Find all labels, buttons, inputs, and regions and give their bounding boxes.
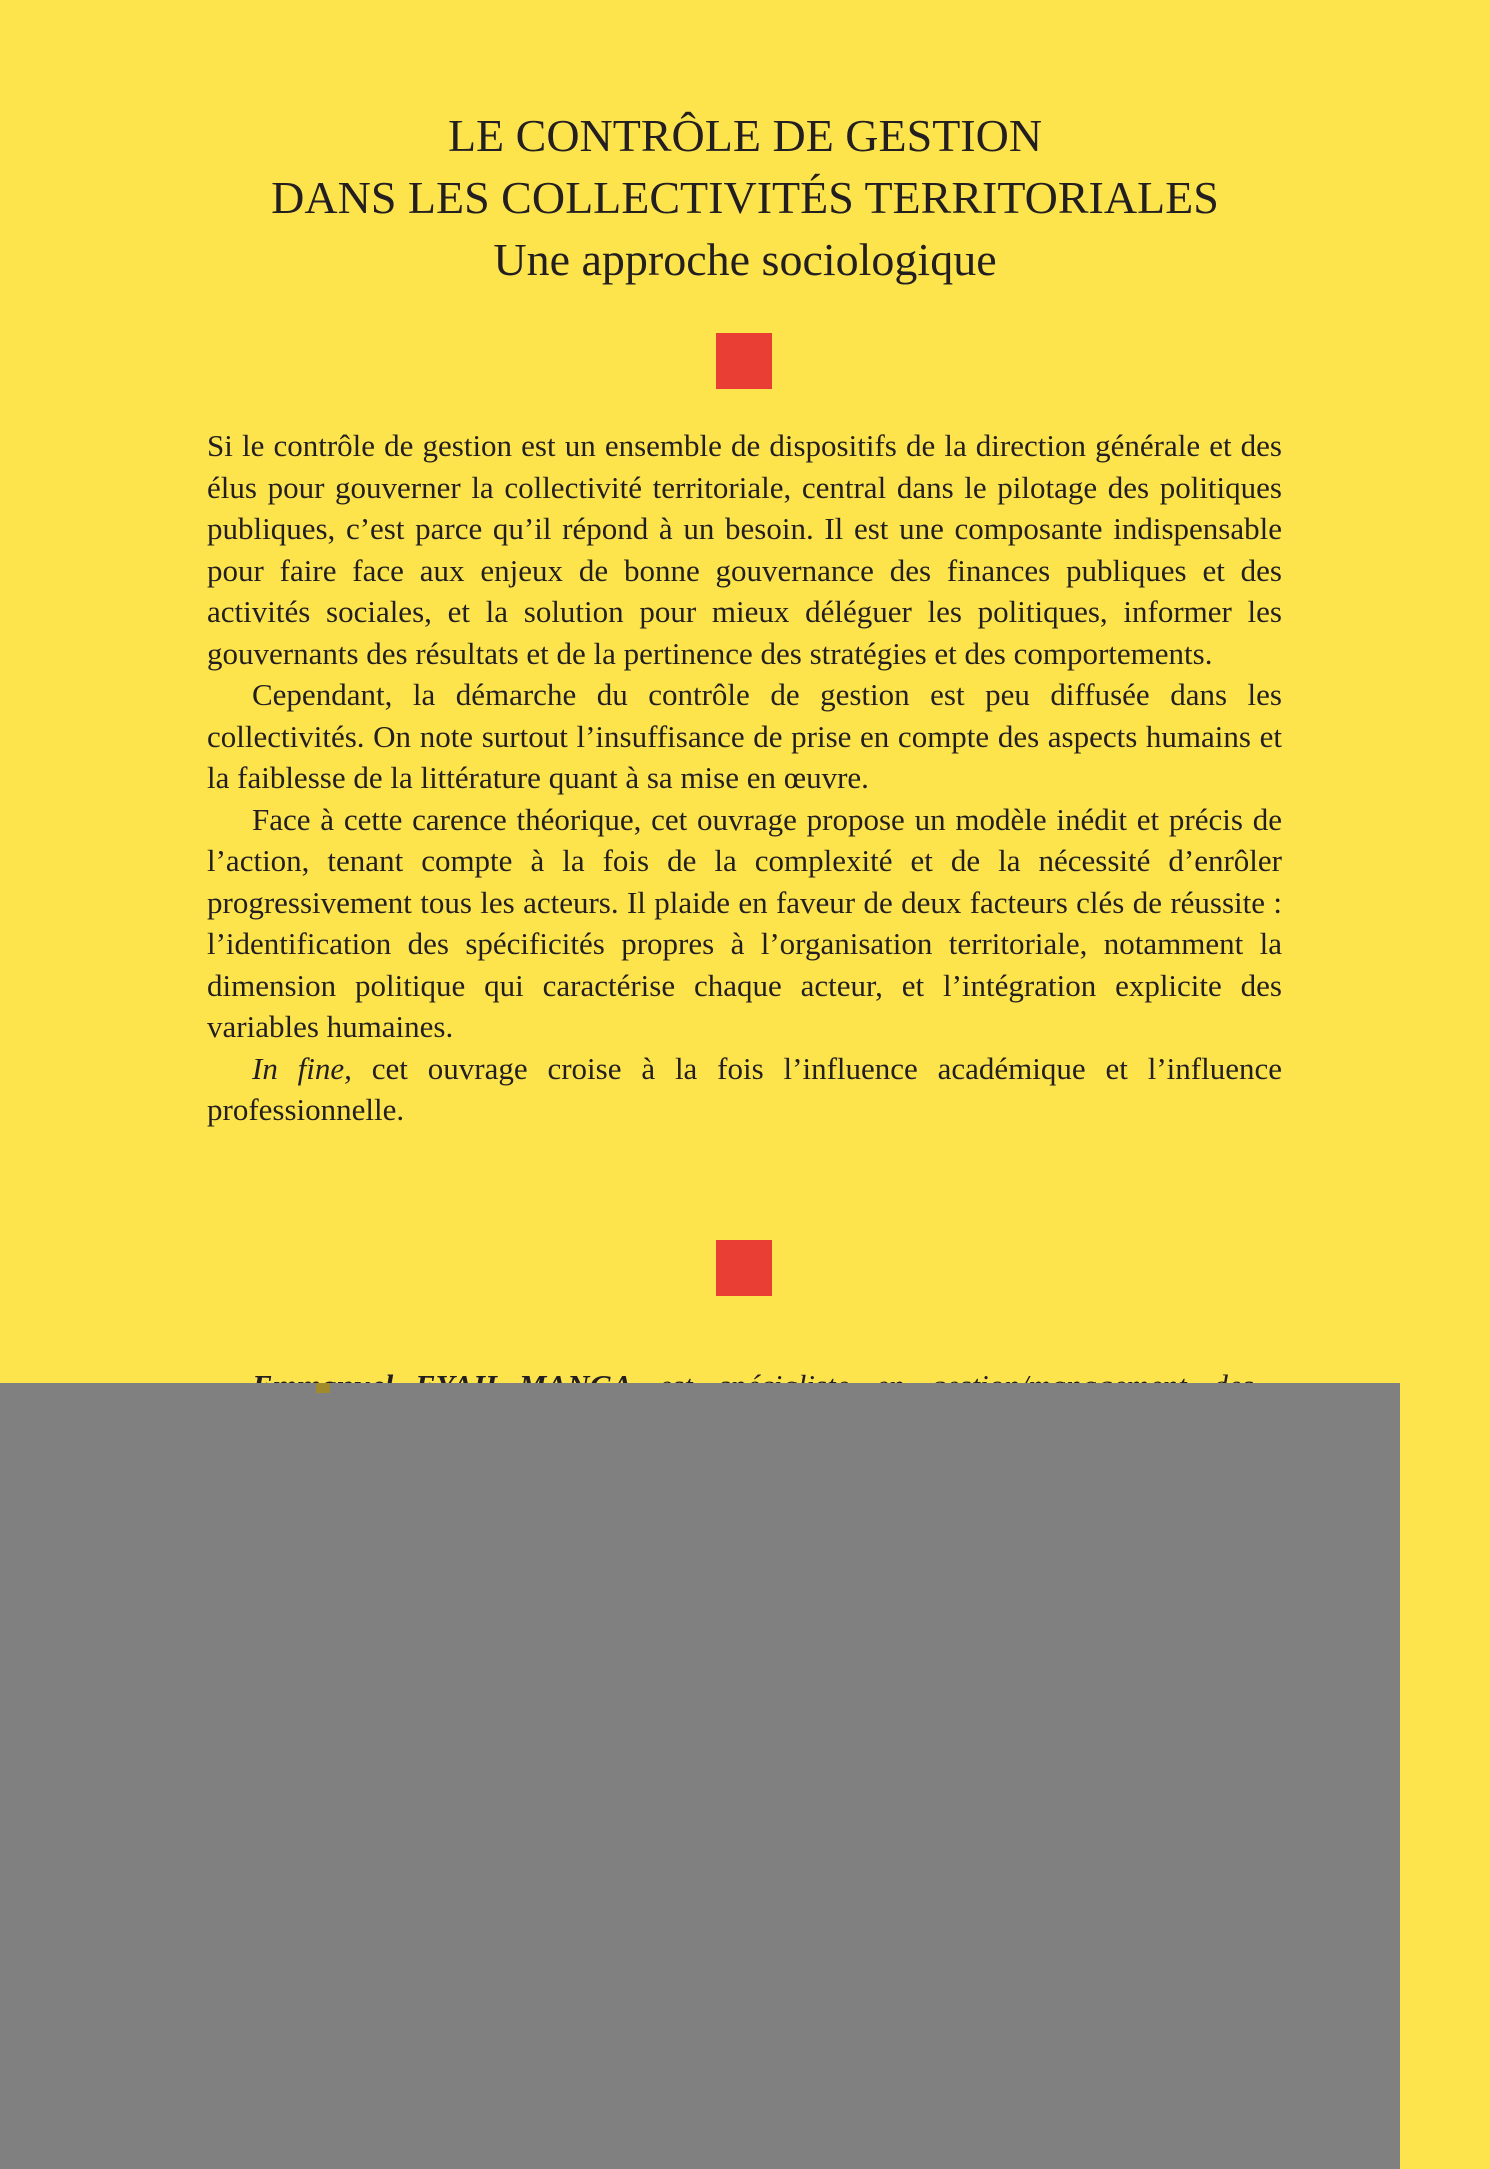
blurb-paragraph-2: Cependant, la démarche du contrôle de gestion est peu diffusée dans les collectivités. On note surtout l’insuffisance de prise en compte des aspects humains et la faiblesse de la littérature quant à sa mise en œuvre.: [207, 677, 1282, 795]
book-title-line-1: LE CONTRÔLE DE GESTION: [447, 110, 1043, 161]
author-bio-line: [252, 1365, 1282, 1383]
book-title-line-2: DANS LES COLLECTIVITÉS TERRITORIALES: [271, 172, 1219, 223]
gray-overlay-panel: [0, 1383, 1400, 2169]
back-cover-blurb: [207, 425, 1282, 1131]
gray-panel-notch: [316, 1383, 330, 1393]
book-subtitle: Une approche sociologique: [493, 234, 997, 285]
blurb-paragraph-3: Face à cette carence théorique, cet ouvrage propose un modèle inédit et précis de l’action, tenant compte à la fois de la complexité et de la nécessité d’enrôler progressivement tous les acteurs. Il plaide en faveur de deux facteurs clés de réussite : l’identification des spécificités propres à l’organisation territoriale, notamment la dimension politique qui caractérise chaque acteur, et l’intégration explicite des variables humaines.: [207, 801, 1282, 1044]
in-fine-italic: In fine,: [252, 1050, 352, 1086]
red-square-ornament-top: [716, 333, 772, 389]
blurb-paragraph-1: Si le contrôle de gestion est un ensemble de dispositifs de la direction générale et des élus pour gouverner la collectivité territoriale, central dans le pilotage des politiques publiques, c’est parce qu’il répond à un besoin. Il est une composante indispensable pour faire face aux enjeux de bonne gouvernance des finances publiques et des activités sociales, et la solution pour mieux déléguer les politiques, informer les gouvernants des résultats et de la pertinence des stratégies et des comportements.: [207, 428, 1282, 671]
title-block: [0, 105, 1490, 291]
blurb-paragraph-4-text: cet ouvrage croise à la fois l’influence académique et l’influence professionnelle.: [207, 1050, 1283, 1127]
red-square-ornament-bottom: [716, 1240, 772, 1296]
blurb-paragraph-4: [207, 1048, 1282, 1131]
